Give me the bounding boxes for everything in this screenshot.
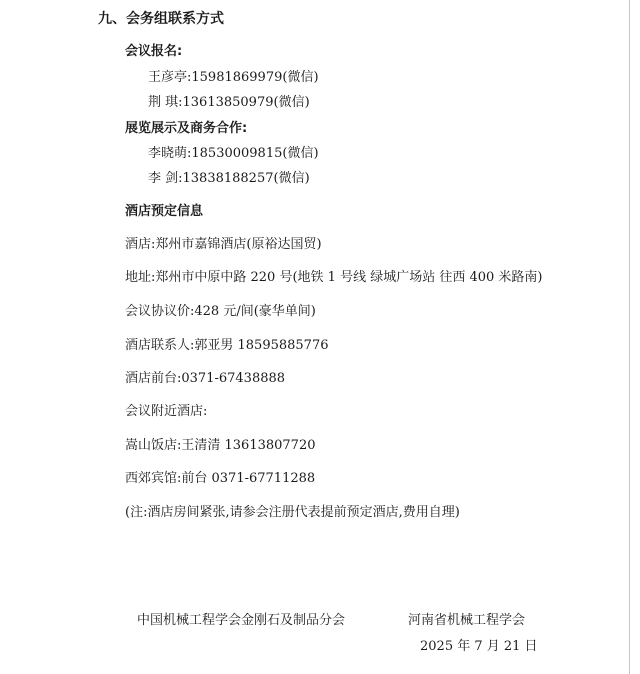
nearby-hotel-line: 嵩山饭店:王清清 13613807720 <box>125 438 316 453</box>
contact-phone: 15981869979 <box>191 70 283 85</box>
contact-phone: 13838188257 <box>182 171 274 186</box>
contact-note: (微信) <box>273 95 310 110</box>
registration-heading: 会议报名: <box>125 44 183 59</box>
contact-phone: 18530009815 <box>191 146 283 161</box>
footer-org1: 中国机械工程学会金刚石及制品分会 <box>137 613 346 628</box>
contact-phone: 13613850979 <box>182 95 274 110</box>
section-title: 九、会务组联系方式 <box>98 11 224 27</box>
hotel-name-line: 酒店:郑州市嘉锦酒店(原裕达国贸) <box>125 237 322 252</box>
hotel-front-desk-line: 酒店前台:0371-67438888 <box>125 371 286 386</box>
exhibition-contact <box>148 146 319 162</box>
registration-contact <box>148 70 319 86</box>
nearby-hotel-line: 西郊宾馆:前台 0371-67711288 <box>125 471 316 486</box>
footer-date: 2025 年 7 月 21 日 <box>420 639 538 654</box>
hotel-note: (注:酒店房间紧张,请参会注册代表提前预定酒店,费用自理) <box>125 505 460 520</box>
exhibition-heading: 展览展示及商务合作: <box>125 121 248 136</box>
contact-name: 荆 琪: <box>148 95 183 110</box>
contact-note: (微信) <box>273 171 310 186</box>
hotel-contact-line: 酒店联系人:郭亚男 18595885776 <box>125 338 329 353</box>
registration-contact <box>148 95 310 111</box>
exhibition-contact <box>148 171 310 187</box>
footer-org2: 河南省机械工程学会 <box>408 613 526 628</box>
contact-name: 李晓萌: <box>148 146 192 161</box>
contact-note: (微信) <box>282 146 319 161</box>
hotel-heading: 酒店预定信息 <box>125 204 204 219</box>
hotel-address-line: 地址:郑州市中原中路 220 号(地铁 1 号线 绿城广场站 往西 400 米路南) <box>125 270 543 285</box>
contact-name: 李 剑: <box>148 171 183 186</box>
contact-name: 王彦亭: <box>148 70 192 85</box>
nearby-hotels-label: 会议附近酒店: <box>125 404 208 419</box>
page-edge-line <box>629 0 630 674</box>
contact-note: (微信) <box>282 70 319 85</box>
hotel-price-line: 会议协议价:428 元/间(豪华单间) <box>125 304 316 319</box>
